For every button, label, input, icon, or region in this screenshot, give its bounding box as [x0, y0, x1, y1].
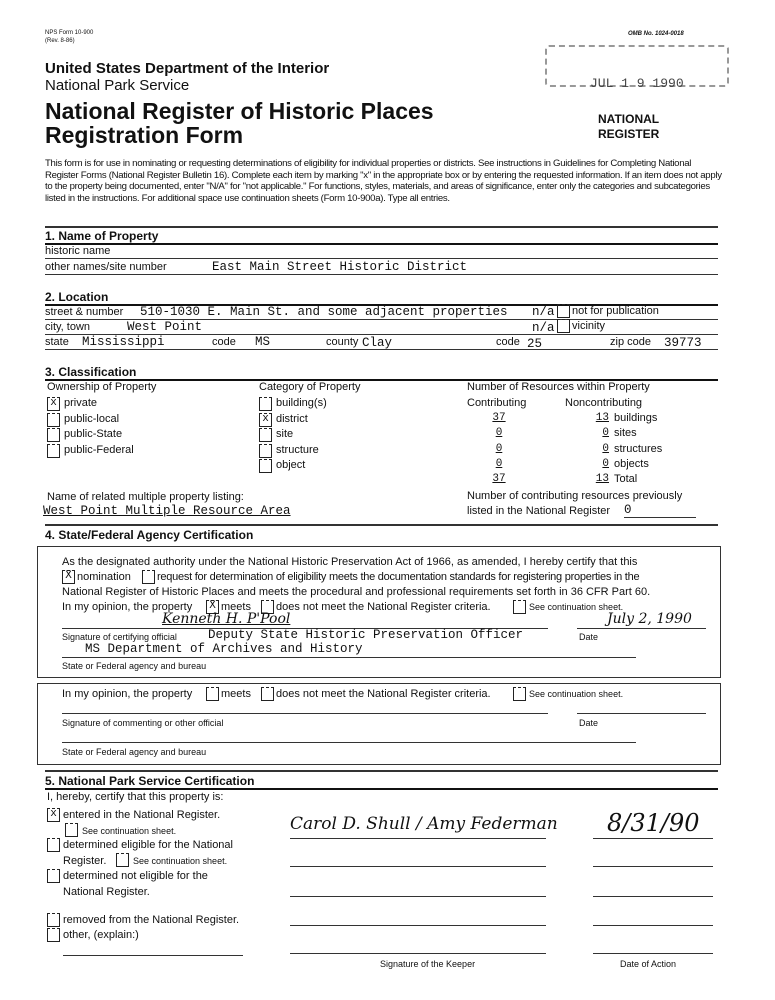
ownership-3-label: public-Federal: [64, 443, 134, 456]
category-0-label: building(s): [276, 397, 327, 409]
date-label-2: Date: [579, 718, 599, 728]
nomination-checkbox[interactable]: X: [62, 570, 75, 584]
previously-listed-field[interactable]: 0: [624, 503, 696, 518]
cert-text-3: National Register of Historic Places and meets the procedural and professional requirements set forth in 36 CFR Part 60.: [62, 586, 651, 598]
entered-continuation-label: See continuation sheet.: [82, 826, 177, 836]
ownership-heading: Ownership of Property: [47, 381, 157, 393]
stamp-date: JUL 1 9 1990: [590, 76, 684, 91]
ownership-1-label: public-local: [64, 412, 120, 425]
resource-type-4: Total: [614, 473, 638, 486]
meets-label: meets: [221, 601, 251, 613]
opinion-label: In my opinion, the property: [62, 601, 193, 613]
national-register-label: [598, 112, 659, 142]
see-continuation-checkbox-2[interactable]: [513, 687, 526, 701]
action-date[interactable]: 8/31/90: [607, 809, 700, 837]
determined-not-eligible-label-1: determined not eligible for the: [63, 870, 208, 882]
determined-eligible-label-2: Register.: [63, 855, 107, 867]
ownership-1-checkbox[interactable]: [47, 413, 60, 427]
eligible-continuation-checkbox[interactable]: [116, 853, 129, 867]
opinion-label-2: In my opinion, the property: [62, 688, 193, 700]
section-4-title: 4. State/Federal Agency Certification: [45, 528, 254, 542]
not-for-publication-checkbox[interactable]: [557, 304, 570, 318]
nomination-label: nomination: [77, 571, 131, 583]
cert-text-1: As the designated authority under the National Historic Preservation Act of 1966, as amended, I hereby certify that this: [62, 556, 638, 568]
request-label: request for determination of eligibility meets the documentation standards for registering properties in the: [157, 571, 640, 583]
resource-type-2: structures: [614, 442, 663, 455]
state-code-label: code: [212, 336, 236, 348]
category-4-checkbox[interactable]: [259, 459, 272, 473]
previously-listed-label-2: listed in the National Register: [467, 505, 611, 517]
eligible-continuation-label: See continuation sheet.: [133, 856, 228, 866]
see-continuation-checkbox[interactable]: [513, 600, 526, 614]
street-na: n/a: [532, 305, 555, 319]
county-field[interactable]: Clay: [362, 336, 393, 350]
section-3-title: 3. Classification: [45, 365, 137, 379]
removed-label: removed from the National Register.: [63, 914, 240, 926]
contributing-0[interactable]: 37: [492, 412, 506, 424]
resource-type-3: objects: [614, 457, 649, 470]
meets-label-2: meets: [221, 688, 251, 700]
form-number: NPS Form 10-900: [45, 30, 94, 36]
section-2-title: 2. Location: [45, 290, 109, 304]
noncontributing-1[interactable]: 0: [602, 427, 609, 440]
entered-checkbox[interactable]: x: [47, 808, 60, 822]
omb-number: OMB No. 1024-0018: [628, 31, 684, 37]
noncontributing-0[interactable]: 13: [595, 412, 609, 424]
other-names-field[interactable]: East Main Street Historic District: [212, 260, 468, 274]
category-1-label: district: [276, 412, 308, 425]
contributing-heading: Contributing: [467, 397, 527, 409]
form-title: [45, 99, 434, 147]
noncontributing-heading: Noncontributing: [565, 397, 643, 409]
contributing-3[interactable]: 0: [495, 457, 503, 470]
form-revision: (Rev. 8-86): [45, 38, 75, 44]
county-label: county: [326, 336, 359, 348]
category-3-checkbox[interactable]: [259, 444, 272, 458]
agency-label: State or Federal agency and bureau: [62, 661, 207, 671]
resource-type-0: buildings: [614, 412, 658, 424]
determined-eligible-label-1: determined eligible for the National: [63, 839, 233, 851]
determined-not-eligible-checkbox[interactable]: [47, 869, 60, 883]
street-label: street & number: [45, 306, 124, 318]
official-title: Deputy State Historic Preservation Officer: [208, 628, 524, 642]
keeper-signature-label: Signature of the Keeper: [380, 959, 476, 969]
city-na: n/a: [532, 321, 555, 335]
removed-checkbox[interactable]: [47, 913, 60, 927]
entered-label: entered in the National Register.: [63, 809, 221, 821]
historic-name-label: historic name: [45, 245, 111, 257]
does-not-meet-label-2: does not meet the National Register criteria.: [276, 688, 491, 700]
section-5-title: 5. National Park Service Certification: [45, 774, 255, 788]
resource-type-1: sites: [614, 427, 637, 440]
county-code-label: code: [496, 336, 520, 348]
state-code-field[interactable]: MS: [255, 335, 271, 349]
state-field[interactable]: Mississippi: [82, 335, 165, 349]
ownership-3-checkbox[interactable]: [47, 444, 60, 458]
does-not-meet-label: does not meet the National Register criteria.: [276, 601, 491, 613]
determined-eligible-checkbox[interactable]: [47, 838, 60, 852]
date-label: Date: [579, 632, 599, 642]
label-line-2: REGISTER: [598, 127, 660, 141]
ownership-2-label: public-State: [64, 428, 123, 440]
noncontributing-4[interactable]: 13: [595, 473, 609, 486]
does-not-meet-checkbox-2[interactable]: [261, 687, 274, 701]
commenting-signature-label: Signature of commenting or other official: [62, 718, 224, 728]
zip-label: zip code: [610, 336, 651, 348]
category-2-label: site: [276, 428, 294, 440]
service-title: National Park Service: [45, 77, 190, 94]
instructions-paragraph: This form is for use in nominating or requesting determinations of eligibility for individual properties or districts. See instructions in Guidelines for Completing National Register Forms (National Register Bulletin 16). Complete each item by marking "x" in the appropriate box or by entering the requested information. If an item does not apply to the property being documented, enter "N/A" for "not applicable." For functions, styles, materials, and areas of significance, enter only the categories and subcategories listed in the instructions. For additional space use continuation sheets (Form 10-900a). Type all entries.: [45, 158, 722, 204]
zip-field[interactable]: 39773: [664, 336, 702, 350]
noncontributing-2[interactable]: 0: [602, 442, 609, 455]
certification-date[interactable]: July 2, 1990: [607, 611, 692, 627]
noncontributing-3[interactable]: 0: [602, 457, 609, 470]
title-line-2: Registration Form: [45, 122, 244, 148]
resources-heading: Number of Resources within Property: [467, 381, 650, 393]
department-title: United States Department of the Interior: [45, 60, 330, 77]
ownership-0-label: private: [64, 397, 98, 409]
category-heading: Category of Property: [259, 381, 361, 393]
ownership-0-checkbox[interactable]: x: [47, 397, 60, 411]
section-1-title: 1. Name of Property: [45, 229, 159, 243]
other-names-label: other names/site number: [45, 261, 167, 273]
meets-checkbox[interactable]: X: [206, 600, 219, 614]
multiple-listing-field[interactable]: West Point Multiple Resource Area: [43, 504, 291, 518]
see-continuation-label: See continuation sheet.: [529, 602, 624, 612]
certifying-signature: Kenneth H. P'Pool: [162, 611, 291, 627]
entered-continuation-checkbox[interactable]: [65, 823, 78, 837]
signature-official-label: Signature of certifying official: [62, 632, 177, 642]
vicinity-checkbox[interactable]: [557, 319, 570, 333]
see-continuation-label-2: See continuation sheet.: [529, 689, 624, 699]
contributing-4[interactable]: 37: [492, 473, 506, 486]
date-of-action-label: Date of Action: [620, 959, 677, 969]
contributing-1[interactable]: 0: [495, 427, 503, 440]
state-label: state: [45, 336, 69, 348]
contributing-2[interactable]: 0: [495, 442, 503, 455]
category-1-checkbox[interactable]: x: [259, 413, 272, 427]
not-for-publication-label: not for publication: [572, 305, 659, 317]
county-code-field[interactable]: 25: [527, 337, 543, 351]
other-label: other, (explain:): [63, 929, 139, 941]
nps-cert-intro: I, hereby, certify that this property is:: [47, 791, 224, 803]
street-field[interactable]: 510-1030 E. Main St. and some adjacent properties: [140, 305, 508, 319]
category-4-label: object: [276, 459, 306, 471]
meets-checkbox-2[interactable]: [206, 687, 219, 701]
city-field[interactable]: West Point: [127, 320, 203, 334]
determined-not-eligible-label-2: National Register.: [63, 886, 150, 898]
previously-listed-label-1: Number of contributing resources previously: [467, 490, 683, 502]
city-label: city, town: [45, 321, 91, 333]
agency-field[interactable]: MS Department of Archives and History: [85, 642, 363, 656]
agency-label-2: State or Federal agency and bureau: [62, 747, 207, 757]
vicinity-label: vicinity: [572, 320, 606, 332]
category-2-checkbox[interactable]: [259, 428, 272, 442]
title-line-1: National Register of Historic Places: [45, 98, 434, 124]
ownership-2-checkbox[interactable]: [47, 428, 60, 442]
keeper-signature: Carol D. Shull / Amy Federman: [290, 814, 558, 834]
request-checkbox[interactable]: [142, 570, 155, 584]
category-0-checkbox[interactable]: [259, 397, 272, 411]
category-3-label: structure: [276, 443, 319, 456]
multiple-listing-label: Name of related multiple property listing:: [47, 491, 244, 503]
label-line-1: NATIONAL: [598, 112, 660, 126]
other-checkbox[interactable]: [47, 928, 60, 942]
